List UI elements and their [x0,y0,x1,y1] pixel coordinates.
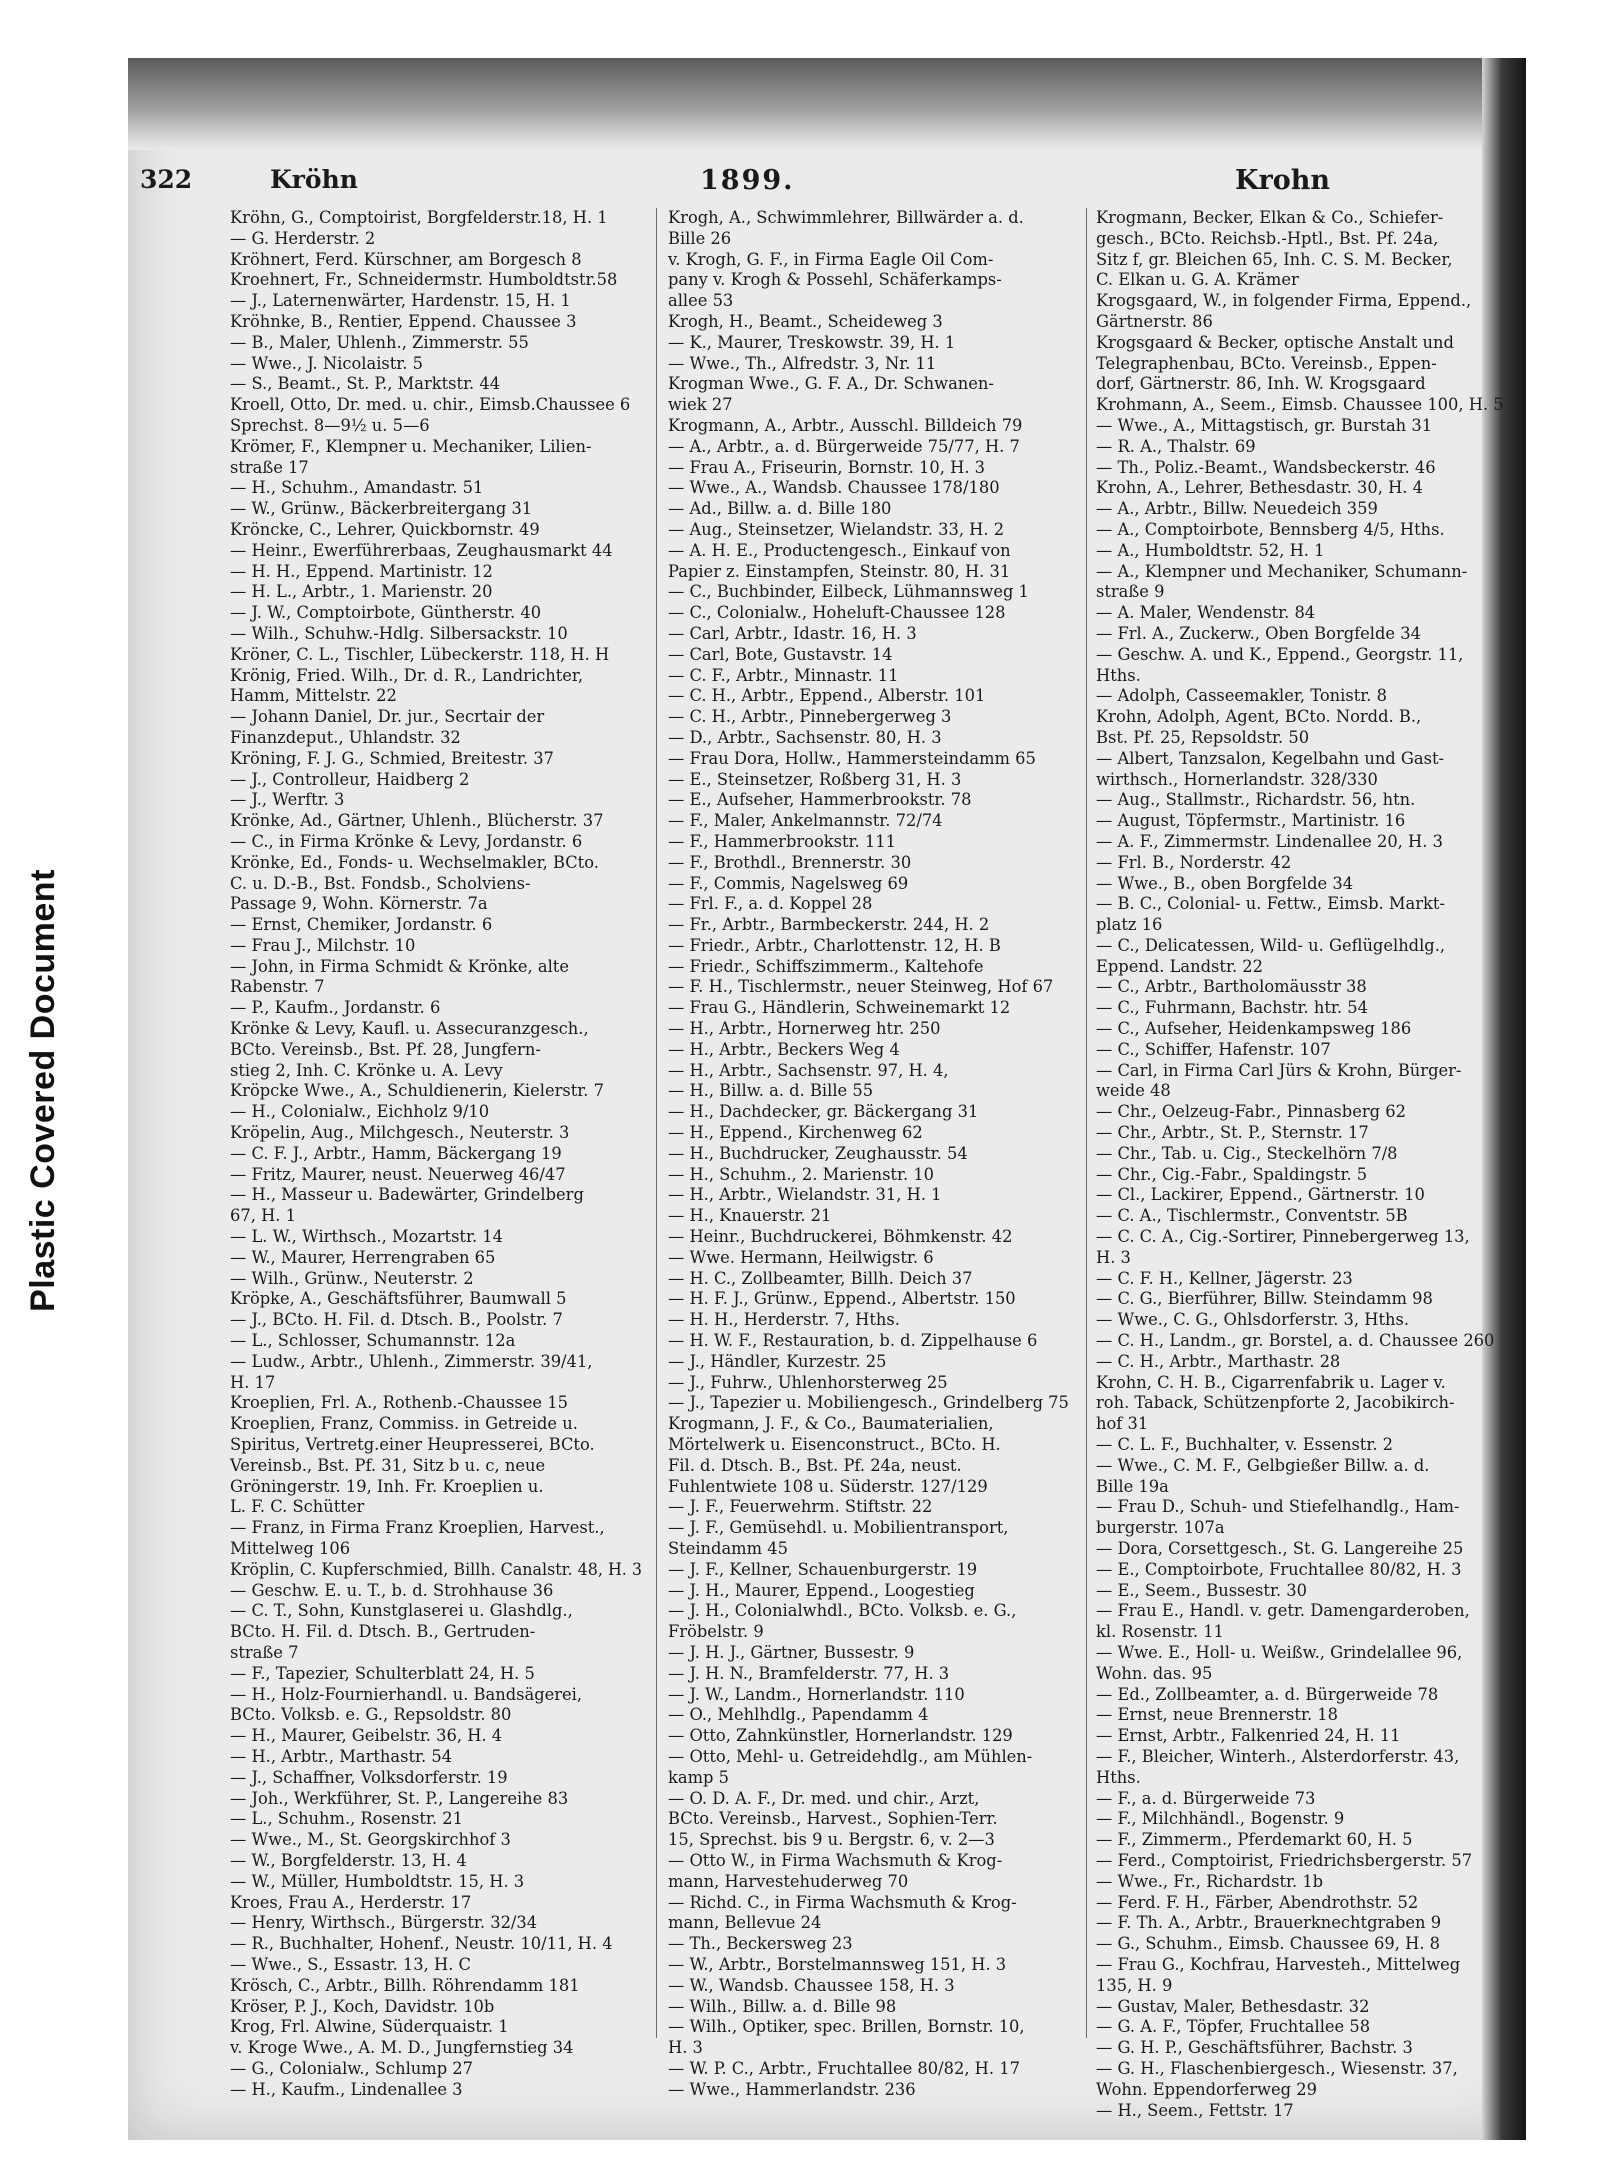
directory-line: — C. A., Tischlermstr., Conventstr. 5B [1096,1206,1408,1226]
directory-line: Kröhnert, Ferd. Kürschner, am Borgesch 8 [230,249,582,269]
directory-line: — John, in Firma Schmidt & Krönke, alte [230,956,569,976]
directory-line: Krönke & Levy, Kaufl. u. Assecuranzgesch., [230,1019,589,1039]
directory-line: — J. F., Kellner, Schauenburgerstr. 19 [668,1559,978,1579]
directory-line: Krogmann, J. F., & Co., Baumaterialien, [668,1414,994,1434]
directory-line: — Cl., Lackirer, Eppend., Gärtnerstr. 10 [1096,1185,1425,1205]
directory-line: wirthsch., Hornerlandstr. 328/330 [1096,769,1378,789]
directory-line: — Ed., Zollbeamter, a. d. Bürgerweide 78 [1096,1684,1439,1704]
directory-line: — Geschw. E. u. T., b. d. Strohhause 36 [230,1580,554,1600]
directory-line: Gröningerstr. 19, Inh. Fr. Kroeplien u. [230,1476,544,1496]
directory-line: — Th., Poliz.-Beamt., Wandsbeckerstr. 46 [1096,457,1436,477]
directory-line: Krohn, C. H. B., Cigarrenfabrik u. Lager v. [1096,1372,1446,1392]
directory-line: — W., Arbtr., Borstelmannsweg 151, H. 3 [668,1954,1007,1974]
directory-line: Sitz f, gr. Bleichen 65, Inh. C. S. M. Becker, [1096,249,1453,269]
directory-line: — L., Schlosser, Schumannstr. 12a [230,1331,516,1351]
directory-line: — J. H., Colonialwhdl., BCto. Volksb. e. G., [668,1601,1017,1621]
directory-line: — C., Fuhrmann, Bachstr. htr. 54 [1096,998,1368,1018]
directory-line: dorf, Gärtnerstr. 86, Inh. W. Krogsgaard [1096,374,1426,394]
directory-line: Papier z. Einstampfen, Steinstr. 80, H. 31 [668,561,1011,581]
directory-line: — H. F. J., Grünw., Eppend., Albertstr. 150 [668,1289,1016,1309]
directory-line: — E., Aufseher, Hammerbrookstr. 78 [668,790,972,810]
directory-line: — C. H., Landm., gr. Borstel, a. d. Chaussee 260 [1096,1331,1495,1351]
directory-line: — C., Colonialw., Hoheluft-Chaussee 128 [668,603,1006,623]
directory-line: Telegraphenbau, BCto. Vereinsb., Eppen- [1096,353,1437,373]
directory-line: — C. C. A., Cig.-Sortirer, Pinnebergerweg 13, [1096,1227,1470,1247]
directory-line: allee 53 [668,291,734,311]
directory-line: Fuhlentwiete 108 u. Süderstr. 127/129 [668,1476,988,1496]
directory-line: Fil. d. Dtsch. B., Bst. Pf. 24a, neust. [668,1455,962,1475]
directory-line: — J., Controlleur, Haidberg 2 [230,769,470,789]
directory-line: hof 31 [1096,1414,1149,1434]
directory-line: — H., Schuhm., 2. Marienstr. 10 [668,1164,935,1184]
directory-line: — Carl, Arbtr., Idastr. 16, H. 3 [668,623,917,643]
directory-line: Krömer, F., Klempner u. Mechaniker, Lilien- [230,436,592,456]
directory-line: — H., Arbtr., Sachsenstr. 97, H. 4, [668,1060,949,1080]
directory-line: roh. Taback, Schützenpforte 2, Jacobikirch- [1096,1393,1455,1413]
directory-line: — A., Arbtr., Billw. Neuedeich 359 [1096,499,1378,519]
directory-line: H. 3 [1096,1247,1131,1267]
directory-line: — Geschw. A. und K., Eppend., Georgstr. 11, [1096,644,1464,664]
column-right [1096,208,1508,2120]
directory-line: — Frl. B., Norderstr. 42 [1096,852,1292,872]
directory-line: — W., Maurer, Herrengraben 65 [230,1247,496,1267]
directory-line: — C. G., Bierführer, Billw. Steindamm 98 [1096,1289,1433,1309]
directory-line: — Ludw., Arbtr., Uhlenh., Zimmerstr. 39/41, [230,1351,593,1371]
directory-line: — H. L., Arbtr., 1. Marienstr. 20 [230,582,493,602]
directory-line: — J. H. J., Gärtner, Bussestr. 9 [668,1642,915,1662]
directory-line: — H., Holz-Fournierhandl. u. Bandsägerei, [230,1684,583,1704]
directory-line: — Wwe., A., Mittagstisch, gr. Burstah 31 [1096,415,1433,435]
directory-line: — R. A., Thalstr. 69 [1096,436,1256,456]
directory-line: — H., Arbtr., Beckers Weg 4 [668,1039,900,1059]
directory-line: — C., in Firma Krönke & Levy, Jordanstr. 6 [230,831,583,851]
directory-line: — Chr., Tab. u. Cig., Steckelhörn 7/8 [1096,1143,1398,1163]
directory-line: — F., Commis, Nagelsweg 69 [668,873,909,893]
directory-line: — E., Comptoirbote, Fruchtallee 80/82, H. 3 [1096,1559,1462,1579]
directory-line: — Chr., Arbtr., St. P., Sternstr. 17 [1096,1123,1369,1143]
directory-line: weide 48 [1096,1081,1171,1101]
directory-line: — Frl. A., Zuckerw., Oben Borgfelde 34 [1096,623,1421,643]
directory-line: — C., Delicatessen, Wild- u. Geflügelhdlg., [1096,935,1446,955]
directory-line: — J. F., Feuerwehrm. Stiftstr. 22 [668,1497,933,1517]
directory-line: Kroeplien, Franz, Commiss. in Getreide u. [230,1414,578,1434]
directory-line: — Henry, Wirthsch., Bürgerstr. 32/34 [230,1913,538,1933]
directory-line: — Frau E., Handl. v. getr. Damengarderoben, [1096,1601,1470,1621]
directory-line: — A. H. E., Productengesch., Einkauf von [668,540,1011,560]
directory-line: — C. F. J., Arbtr., Hamm, Bäckergang 19 [230,1143,562,1163]
directory-line: — Ernst, Chemiker, Jordanstr. 6 [230,915,493,935]
directory-line: — C. T., Sohn, Kunstglaserei u. Glashdlg., [230,1601,573,1621]
directory-line: — Aug., Stallmstr., Richardstr. 56, htn. [1096,790,1416,810]
directory-line: — Dora, Corsettgesch., St. G. Langereihe 25 [1096,1539,1464,1558]
directory-line: — C., Schiffer, Hafenstr. 107 [1096,1039,1331,1059]
directory-line: — Fr., Arbtr., Barmbeckerstr. 244, H. 2 [668,915,990,935]
directory-line: BCto. Vereinsb., Harvest., Sophien-Terr. [668,1809,998,1829]
directory-line: — H., Arbtr., Marthastr. 54 [230,1746,453,1766]
directory-line: kamp 5 [668,1767,729,1787]
directory-line: Kröncke, C., Lehrer, Quickbornstr. 49 [230,519,540,539]
directory-line: — W., Müller, Humboldtstr. 15, H. 3 [230,1871,525,1891]
directory-line: Krog, Frl. Alwine, Süderquaistr. 1 [230,2017,509,2037]
directory-line: — Wwe., Th., Alfredstr. 3, Nr. 11 [668,353,937,373]
directory-line: v. Kroge Wwe., A. M. D., Jungfernstieg 34 [230,2038,574,2058]
directory-line: — B. C., Colonial- u. Fettw., Eimsb. Markt- [1096,894,1445,914]
directory-line: — H. H., Herderstr. 7, Hths. [668,1310,900,1330]
directory-line: — F., Zimmerm., Pferdemarkt 60, H. 5 [1096,1830,1413,1850]
directory-line: — J., Werftr. 3 [230,790,345,810]
directory-line: — A., Arbtr., a. d. Bürgerweide 75/77, H. 7 [668,436,1020,456]
directory-line: — H., Arbtr., Hornerweg htr. 250 [668,1019,941,1039]
directory-line: — L. W., Wirthsch., Mozartstr. 14 [230,1227,504,1247]
directory-line: — C. H., Arbtr., Pinnebergerweg 3 [668,707,952,727]
directory-line: — Wwe., A., Wandsb. Chaussee 178/180 [668,478,1000,498]
header-right-word: Krohn [1235,165,1330,196]
directory-line: gesch., BCto. Reichsb.-Hptl., Bst. Pf. 24a, [1096,228,1439,248]
directory-line: — P., Kaufm., Jordanstr. 6 [230,998,441,1018]
directory-line: — Frau Dora, Hollw., Hammersteindamm 65 [668,748,1036,768]
directory-line: — Richd. C., in Firma Wachsmuth & Krog- [668,1892,1017,1912]
directory-line: Gärtnerstr. 86 [1096,311,1213,331]
directory-line: Hths. [1096,1767,1141,1787]
directory-line: — Wwe., Fr., Richardstr. 1b [1096,1871,1324,1891]
directory-line: — Frau D., Schuh- und Stiefelhandlg., Ham- [1096,1497,1460,1517]
directory-line: — H. H., Eppend. Martinistr. 12 [230,561,493,581]
directory-line: Bille 26 [668,228,732,248]
directory-line: — A., Klempner und Mechaniker, Schumann- [1096,561,1468,581]
directory-line: pany v. Krogh & Possehl, Schäferkamps- [668,270,1002,290]
directory-line: Kröpke, A., Geschäftsführer, Baumwall 5 [230,1289,567,1309]
directory-line: — F., Brothdl., Brennerstr. 30 [668,852,912,872]
directory-line: — H., Seem., Fettstr. 17 [1096,2100,1294,2120]
directory-line: — H., Schuhm., Amandastr. 51 [230,478,484,498]
directory-line: — Adolph, Casseemakler, Tonistr. 8 [1096,686,1387,706]
directory-line: — Gustav, Maler, Bethesdastr. 32 [1096,1996,1370,2016]
directory-line: Kröpcke Wwe., A., Schuldienerin, Kielerstr. 7 [230,1081,604,1101]
directory-line: Rabenstr. 7 [230,977,325,997]
directory-line: Krogsgaard & Becker, optische Anstalt und [1096,332,1454,352]
directory-line: Kröner, C. L., Tischler, Lübeckerstr. 118, H. H [230,644,610,664]
directory-line: Bst. Pf. 25, Repsoldstr. 50 [1096,727,1310,747]
directory-line: — Albert, Tanzsalon, Kegelbahn und Gast- [1096,748,1445,768]
directory-line: — F., Hammerbrookstr. 111 [668,831,896,851]
directory-line: — J., Schaffner, Volksdorferstr. 19 [230,1767,508,1787]
directory-line: Wohn. das. 95 [1096,1663,1213,1683]
directory-line: BCto. Vereinsb., Bst. Pf. 28, Jungfern- [230,1039,541,1059]
directory-line: — E., Steinsetzer, Roßberg 31, H. 3 [668,769,962,789]
directory-line: — Ferd. F. H., Färber, Abendrothstr. 52 [1096,1892,1419,1912]
directory-line: — O. D. A. F., Dr. med. und chir., Arzt, [668,1788,980,1808]
directory-line: Sprechst. 8—9½ u. 5—6 [230,415,430,435]
directory-line: — A., Comptoirbote, Bennsberg 4/5, Hths. [1096,519,1445,539]
directory-line: Kröhn, G., Comptoirist, Borgfelderstr.18, H. 1 [230,208,608,227]
side-label [8,640,78,1540]
directory-line: — D., Arbtr., Sachsenstr. 80, H. 3 [668,727,942,747]
directory-line: mann, Harvestehuderweg 70 [668,1871,909,1891]
directory-line: platz 16 [1096,915,1163,935]
directory-line: — L., Schuhm., Rosenstr. 21 [230,1809,463,1829]
directory-line: — C., Buchbinder, Eilbeck, Lühmannsweg 1 [668,582,1029,602]
directory-line: — H., Dachdecker, gr. Bäckergang 31 [668,1102,979,1122]
column-divider [1086,208,1087,2038]
directory-line: — F., Tapezier, Schulterblatt 24, H. 5 [230,1663,535,1683]
directory-line: — C., Aufseher, Heidenkampsweg 186 [1096,1019,1412,1039]
directory-line: Krönig, Fried. Wilh., Dr. d. R., Landrichter, [230,665,584,685]
directory-line: Krogmann, Becker, Elkan & Co., Schiefer- [1096,208,1444,227]
directory-line: — Heinr., Ewerführerbaas, Zeughausmarkt 44 [230,540,613,560]
directory-line: — J., Händler, Kurzestr. 25 [668,1351,887,1371]
directory-line: — Otto W., in Firma Wachsmuth & Krog- [668,1850,1003,1870]
directory-line: — J., BCto. H. Fil. d. Dtsch. B., Poolstr. 7 [230,1310,563,1330]
directory-line: — W. P. C., Arbtr., Fruchtallee 80/82, H. 17 [668,2058,1020,2078]
directory-line: — G., Schuhm., Eimsb. Chaussee 69, H. 8 [1096,1934,1441,1954]
directory-line: Eppend. Landstr. 22 [1096,956,1264,976]
directory-line: — F., Bleicher, Winterh., Alsterdorferstr. 43, [1096,1746,1460,1766]
directory-line: 67, H. 1 [230,1206,296,1226]
side-label-text: Plastic Covered Document [23,868,62,1312]
directory-line: — H., Masseur u. Badewärter, Grindelberg [230,1185,584,1205]
directory-line: — H., Maurer, Geibelstr. 36, H. 4 [230,1726,503,1746]
directory-line: straße 9 [1096,582,1165,602]
directory-line: — C. H., Arbtr., Marthastr. 28 [1096,1351,1341,1371]
directory-line: — Wilh., Grünw., Neuterstr. 2 [230,1268,474,1288]
column-middle [668,208,1080,2099]
directory-line: v. Krogh, G. F., in Firma Eagle Oil Com- [668,249,994,269]
directory-line: — Chr., Cig.-Fabr., Spaldingstr. 5 [1096,1164,1368,1184]
directory-line: wiek 27 [668,395,733,415]
directory-line: — J., Laternenwärter, Hardenstr. 15, H. 1 [230,291,571,311]
directory-line: — Ferd., Comptoirist, Friedrichsbergerstr. 57 [1096,1850,1473,1870]
directory-line: — Wwe. Hermann, Heilwigstr. 6 [668,1247,934,1267]
directory-line: — C. L. F., Buchhalter, v. Essenstr. 2 [1096,1435,1394,1455]
directory-line: — Otto, Mehl- u. Getreidehdlg., am Mühlen- [668,1746,1033,1766]
directory-line: Kröpelin, Aug., Milchgesch., Neuterstr. 3 [230,1123,570,1143]
directory-line: Krogsgaard, W., in folgender Firma, Eppend., [1096,291,1472,311]
directory-line: burgerstr. 107a [1096,1518,1225,1538]
directory-line: straße 7 [230,1642,299,1662]
directory-line: — Friedr., Schiffszimmerm., Kaltehofe [668,956,984,976]
directory-line: — C., Arbtr., Bartholomäusstr 38 [1096,977,1367,997]
directory-line: Krönke, Ad., Gärtner, Uhlenh., Blücherstr. 37 [230,811,604,831]
directory-line: — F., Milchhändl., Bogenstr. 9 [1096,1809,1345,1829]
directory-line: — J. H., Maurer, Eppend., Loogestieg [668,1580,975,1600]
directory-line: Krönke, Ed., Fonds- u. Wechselmakler, BCto. [230,852,599,872]
directory-line: — H., Eppend., Kirchenweg 62 [668,1123,923,1143]
directory-line: Hths. [1096,665,1141,685]
directory-line: Krohn, A., Lehrer, Bethesdastr. 30, H. 4 [1096,478,1424,498]
directory-line: — B., Maler, Uhlenh., Zimmerstr. 55 [230,332,529,352]
directory-line: Bille 19a [1096,1476,1169,1496]
directory-line: — H. C., Zollbeamter, Billh. Deich 37 [668,1268,973,1288]
directory-line: — F., a. d. Bürgerweide 73 [1096,1788,1316,1808]
column-left [230,208,643,2099]
directory-line: — G., Colonialw., Schlump 27 [230,2058,474,2078]
directory-line: H. 3 [668,2038,703,2058]
directory-line: Kröhnke, B., Rentier, Eppend. Chaussee 3 [230,311,577,331]
directory-line: — W., Wandsb. Chaussee 158, H. 3 [668,1975,955,1995]
page-number: 322 [140,165,193,194]
directory-line: Krösch, C., Arbtr., Billh. Röhrendamm 181 [230,1975,580,1995]
directory-line: Passage 9, Wohn. Körnerstr. 7a [230,894,488,914]
directory-line: kl. Rosenstr. 11 [1096,1622,1224,1642]
directory-line: — Wwe., S., Essastr. 13, H. C [230,1954,472,1974]
directory-line: — Wwe., C. M. F., Gelbgießer Billw. a. d. [1096,1455,1430,1475]
directory-line: — F., Maler, Ankelmannstr. 72/74 [668,811,943,831]
directory-line: — F. H., Tischlermstr., neuer Steinweg, Hof 67 [668,977,1054,997]
directory-line: — J., Tapezier u. Mobiliengesch., Grindelberg 75 [668,1393,1069,1413]
directory-line: — S., Beamt., St. P., Marktstr. 44 [230,374,501,394]
directory-line: — Joh., Werkführer, St. P., Langereihe 83 [230,1788,569,1808]
directory-line: C. Elkan u. G. A. Krämer [1096,270,1299,290]
directory-line: straße 17 [230,457,309,477]
directory-line: Mörtelwerk u. Eisenconstruct., BCto. H. [668,1435,1001,1455]
directory-line: — J. F., Gemüsehdl. u. Mobilientransport, [668,1518,1009,1538]
directory-line: — H. W. F., Restauration, b. d. Zippelhause 6 [668,1331,1038,1351]
scan-top-shadow [128,58,1526,150]
directory-line: — R., Buchhalter, Hohenf., Neustr. 10/11, H. 4 [230,1934,613,1954]
directory-line: Krohn, Adolph, Agent, BCto. Nordd. B., [1096,707,1422,727]
directory-line: — G. H. P., Geschäftsführer, Bachstr. 3 [1096,2038,1413,2058]
directory-line: — Frau G., Kochfrau, Harvesteh., Mittelweg [1096,1954,1461,1974]
directory-line: Kröser, P. J., Koch, Davidstr. 10b [230,1996,495,2016]
directory-line: 15, Sprechst. bis 9 u. Bergstr. 6, v. 2—3 [668,1830,995,1850]
directory-line: — Wwe. E., Holl- u. Weißw., Grindelallee 96, [1096,1642,1463,1662]
directory-line: — Wwe., Hammerlandstr. 236 [668,2079,916,2099]
directory-line: — Wilh., Billw. a. d. Bille 98 [668,1996,897,2016]
page-header [140,165,1330,205]
directory-line: — W., Grünw., Bäckerbreitergang 31 [230,499,533,519]
directory-line: — G. A. F., Töpfer, Fruchtallee 58 [1096,2017,1371,2037]
header-year: 1899. [700,165,795,196]
directory-line: — W., Borgfelderstr. 13, H. 4 [230,1850,467,1870]
directory-line: — Frau A., Friseurin, Bornstr. 10, H. 3 [668,457,986,477]
directory-line: — H., Billw. a. d. Bille 55 [668,1081,874,1101]
header-left-word: Kröhn [270,165,358,194]
directory-line: Mittelweg 106 [230,1539,351,1558]
directory-line: — A., Humboldtstr. 52, H. 1 [1096,540,1325,560]
directory-line: — Wwe., B., oben Borgfelde 34 [1096,873,1354,893]
directory-line: — C. F., Arbtr., Minnastr. 11 [668,665,899,685]
directory-line: — Wwe., C. G., Ohlsdorferstr. 3, Hths. [1096,1310,1410,1330]
directory-line: — Chr., Oelzeug-Fabr., Pinnasberg 62 [1096,1102,1406,1122]
directory-line: — Friedr., Arbtr., Charlottenstr. 12, H. B [668,935,1001,955]
directory-line: — August, Töpfermstr., Martinistr. 16 [1096,811,1406,831]
directory-line: — H., Kaufm., Lindenallee 3 [230,2079,463,2099]
directory-line: mann, Bellevue 24 [668,1913,822,1933]
directory-line: — F. Th. A., Arbtr., Brauerknechtgraben 9 [1096,1913,1442,1933]
directory-line: Krohmann, A., Seem., Eimsb. Chaussee 100, H. 5 [1096,395,1504,415]
directory-line: — H., Colonialw., Eichholz 9/10 [230,1102,490,1122]
directory-line: — Ad., Billw. a. d. Bille 180 [668,499,892,519]
directory-line: — O., Mehlhdlg., Papendamm 4 [668,1705,929,1725]
directory-line: — Aug., Steinsetzer, Wielandstr. 33, H. 2 [668,519,1005,539]
directory-line: — E., Seem., Bussestr. 30 [1096,1580,1308,1600]
directory-line: — Wwe., M., St. Georgskirchhof 3 [230,1830,511,1850]
directory-line: H. 17 [230,1372,276,1392]
directory-line: Fröbelstr. 9 [668,1622,764,1642]
directory-line: — J. W., Landm., Hornerlandstr. 110 [668,1684,965,1704]
directory-line: Kröning, F. J. G., Schmied, Breitestr. 37 [230,748,554,768]
directory-line: — K., Maurer, Treskowstr. 39, H. 1 [668,332,956,352]
directory-line: — Ernst, Arbtr., Falkenried 24, H. 11 [1096,1726,1401,1746]
directory-line: — H., Knauerstr. 21 [668,1206,832,1226]
directory-line: — Ernst, neue Brennerstr. 18 [1096,1705,1339,1725]
directory-line: Kroell, Otto, Dr. med. u. chir., Eimsb.Chaussee 6 [230,395,631,415]
directory-line: BCto. Volksb. e. G., Repsoldstr. 80 [230,1705,512,1725]
directory-line: — Johann Daniel, Dr. jur., Secrtair der [230,707,545,727]
column-divider [656,208,657,2038]
directory-line: BCto. H. Fil. d. Dtsch. B., Gertruden- [230,1622,536,1642]
directory-line: — Carl, Bote, Gustavstr. 14 [668,644,893,664]
directory-line: — Fritz, Maurer, neust. Neuerweg 46/47 [230,1164,566,1184]
directory-line: — Carl, in Firma Carl Jürs & Krohn, Bürger- [1096,1060,1462,1080]
directory-line: Kröplin, C. Kupferschmied, Billh. Canalstr. 48, H. 3 [230,1559,643,1579]
directory-line: — Wwe., J. Nicolaistr. 5 [230,353,423,373]
directory-line: — Wilh., Schuhw.-Hdlg. Silbersackstr. 10 [230,623,568,643]
directory-line: — G. H., Flaschenbiergesch., Wiesenstr. 37, [1096,2058,1458,2078]
directory-line: C. u. D.-B., Bst. Fondsb., Scholviens- [230,873,531,893]
directory-line: — Franz, in Firma Franz Kroeplien, Harvest., [230,1518,605,1538]
directory-line: stieg 2, Inh. C. Krönke u. A. Levy [230,1060,503,1080]
directory-line: — A. Maler, Wendenstr. 84 [1096,603,1316,623]
directory-line: — Frl. F., a. d. Koppel 28 [668,894,873,914]
directory-line: — G. Herderstr. 2 [230,228,376,248]
directory-line: — J. W., Comptoirbote, Güntherstr. 40 [230,603,542,623]
directory-line: — C. F. H., Kellner, Jägerstr. 23 [1096,1268,1353,1288]
directory-line: — H., Buchdrucker, Zeughausstr. 54 [668,1143,968,1163]
directory-line: Kroes, Frau A., Herderstr. 17 [230,1892,472,1912]
directory-line: Krogh, A., Schwimmlehrer, Billwärder a. d. [668,208,1024,227]
directory-line: Finanzdeput., Uhlandstr. 32 [230,727,461,747]
directory-line: — C. H., Arbtr., Eppend., Alberstr. 101 [668,686,986,706]
directory-line: Kroehnert, Fr., Schneidermstr. Humboldtstr.58 [230,270,618,290]
directory-line: — J., Fuhrw., Uhlenhorsterweg 25 [668,1372,948,1392]
directory-line: 135, H. 9 [1096,1975,1173,1995]
directory-line: — Wilh., Optiker, spec. Brillen, Bornstr. 10, [668,2017,1025,2037]
directory-line: — Frau G., Händlerin, Schweinemarkt 12 [668,998,1011,1018]
directory-line: — J. H. N., Bramfelderstr. 77, H. 3 [668,1663,950,1683]
directory-line: Spiritus, Vertretg.einer Heupresserei, BCto. [230,1435,595,1455]
directory-line: Krogman Wwe., G. F. A., Dr. Schwanen- [668,374,994,394]
directory-line: Krogh, H., Beamt., Scheideweg 3 [668,311,943,331]
directory-line: — Heinr., Buchdruckerei, Böhmkenstr. 42 [668,1227,1013,1247]
directory-line: — Frau J., Milchstr. 10 [230,935,416,955]
directory-line: Vereinsb., Bst. Pf. 31, Sitz b u. c, neue [230,1455,546,1475]
directory-line: — A. F., Zimmermstr. Lindenallee 20, H. 3 [1096,831,1443,851]
directory-line: — Otto, Zahnkünstler, Hornerlandstr. 129 [668,1726,1013,1746]
directory-line: Hamm, Mittelstr. 22 [230,686,397,706]
directory-line: Wohn. Eppendorferweg 29 [1096,2079,1317,2099]
directory-line: Kroeplien, Frl. A., Rothenb.-Chaussee 15 [230,1393,568,1413]
directory-line: Krogmann, A., Arbtr., Ausschl. Billdeich 79 [668,415,1023,435]
directory-line: — H., Arbtr., Wielandstr. 31, H. 1 [668,1185,942,1205]
directory-line: Steindamm 45 [668,1539,788,1558]
directory-line: L. F. C. Schütter [230,1497,365,1517]
directory-line: — Th., Beckersweg 23 [668,1934,853,1954]
